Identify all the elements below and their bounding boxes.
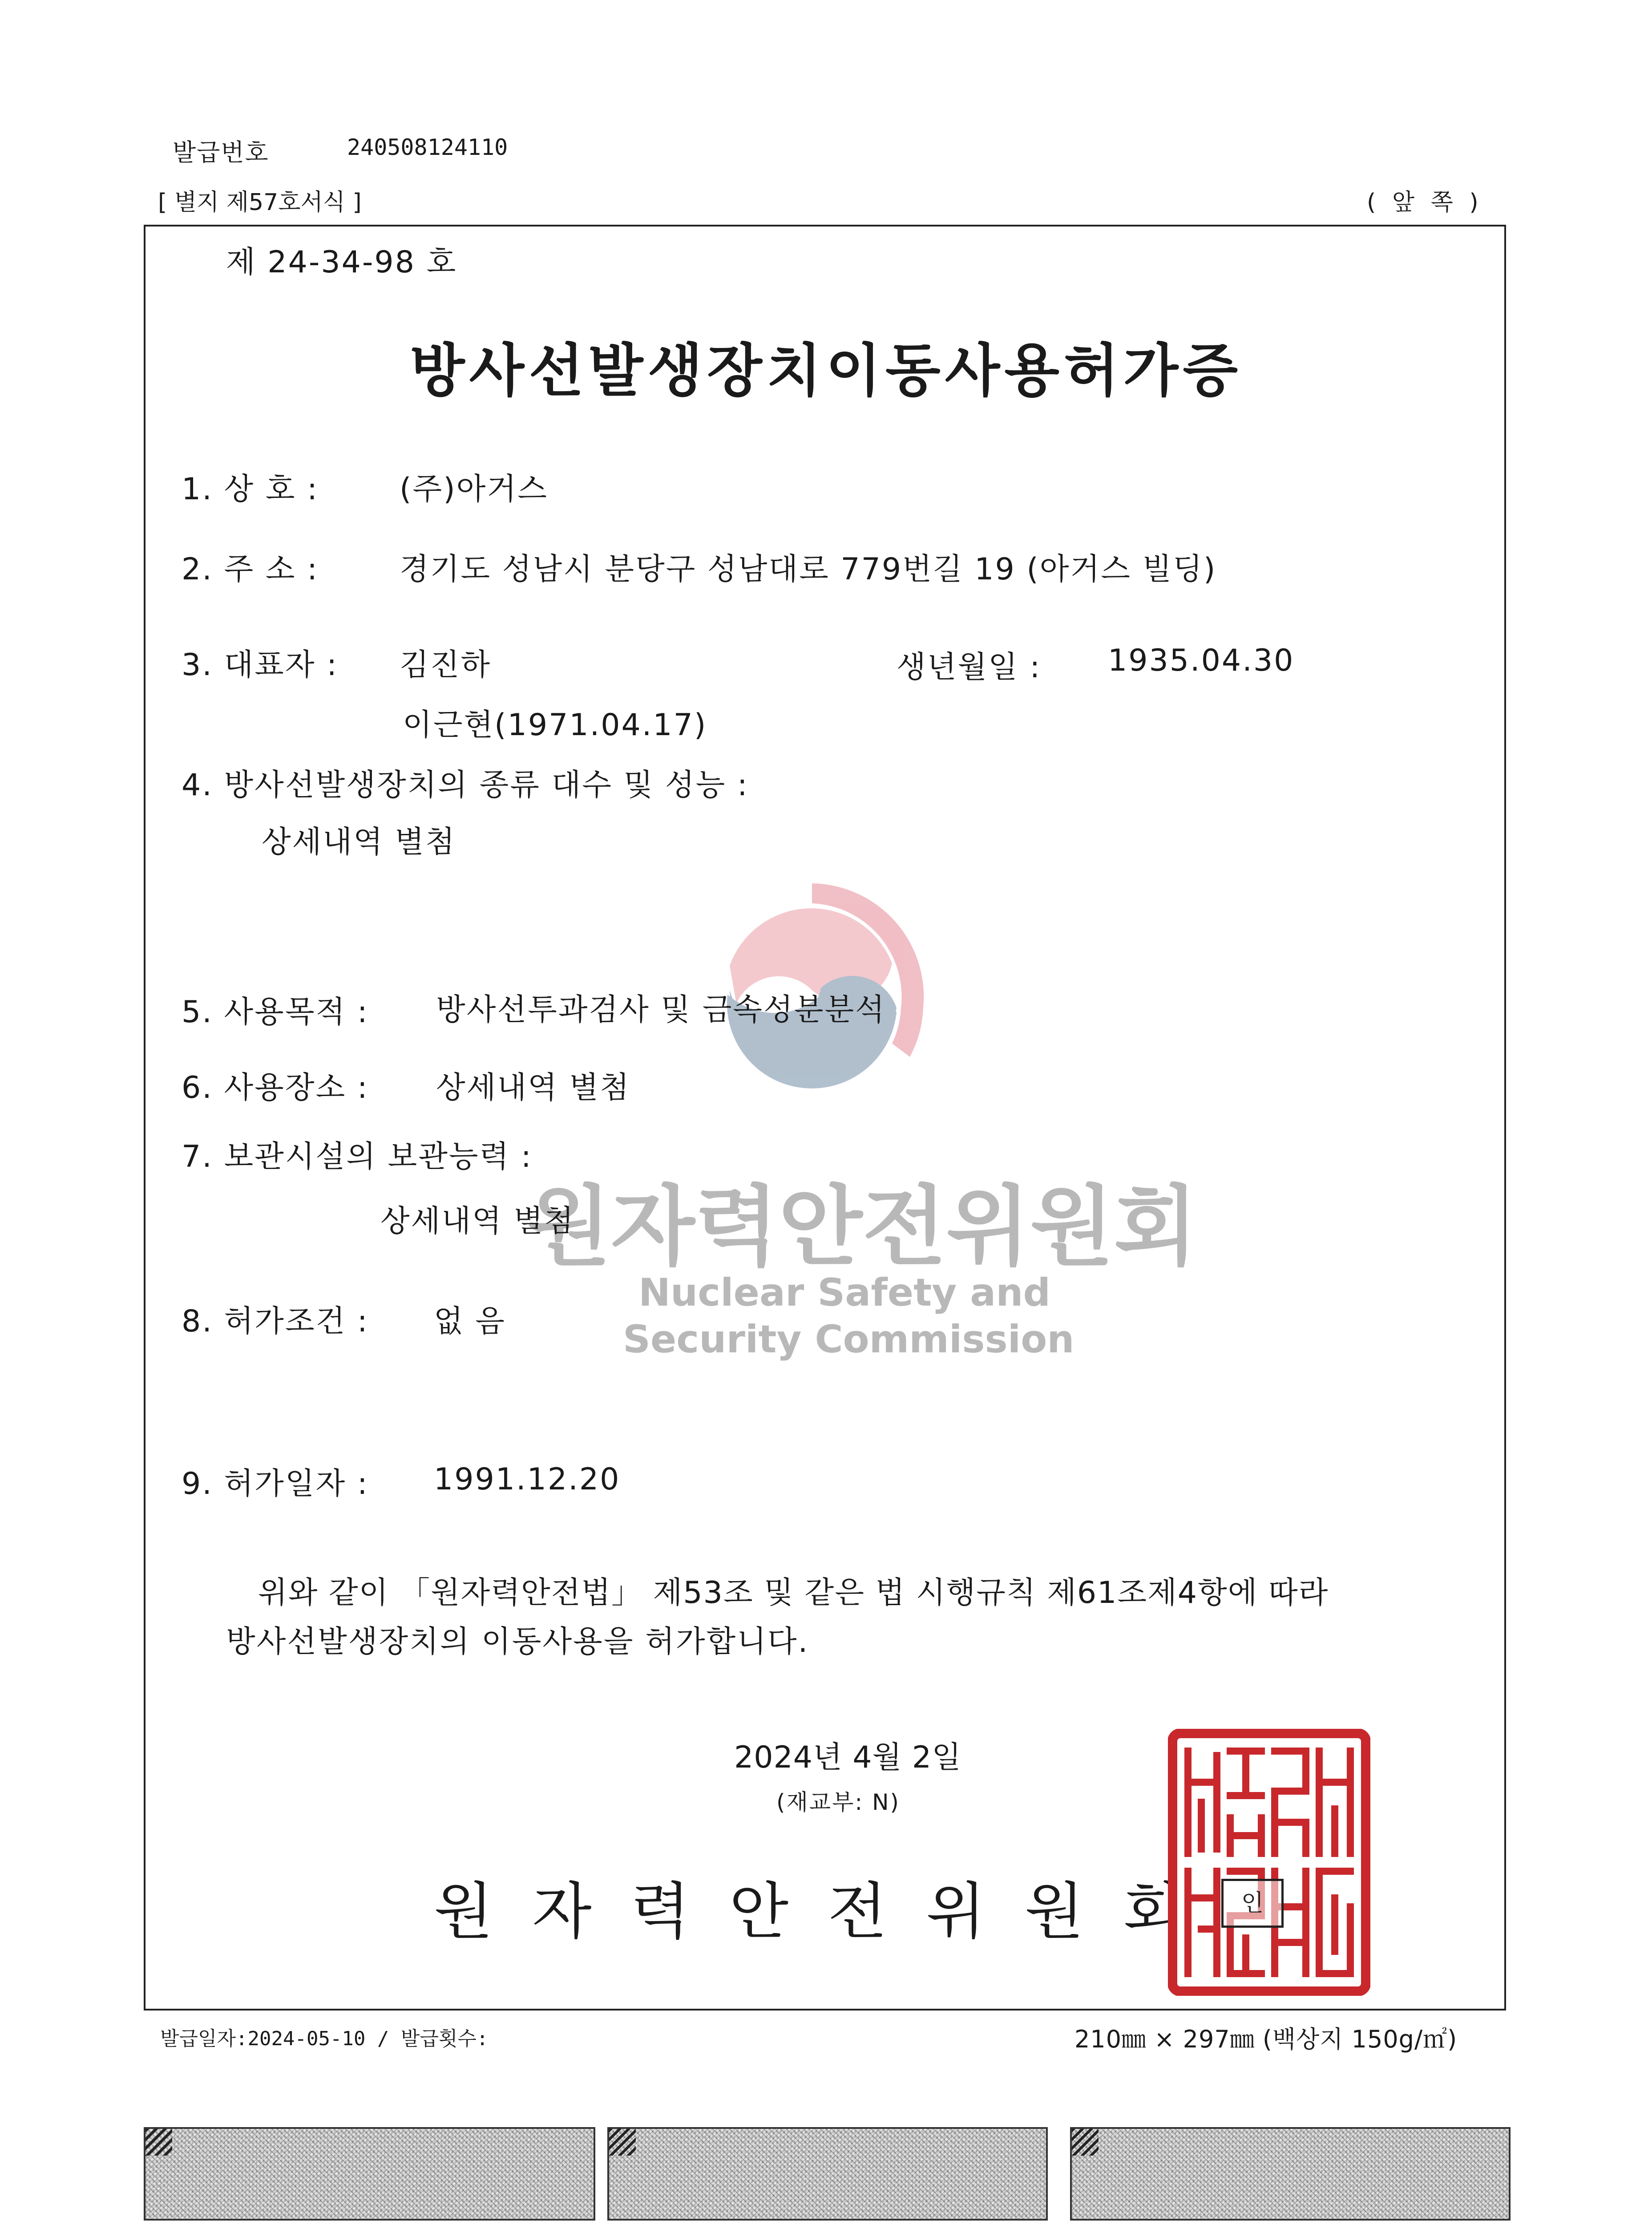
document-number: 제 24-34-98 호 <box>226 245 457 280</box>
watermark-korean: 원자력안전위원회 <box>527 1176 1198 1277</box>
paper-spec: 210㎜ × 297㎜ (백상지 150g/㎡) <box>1074 2025 1458 2053</box>
item2-value: 경기도 성남시 분당구 성남대로 779번길 19 (아거스 빌딩) <box>400 552 1217 587</box>
security-barcode-1 <box>144 2127 595 2221</box>
document-title: 방사선발생장치이동사용허가증 <box>409 338 1243 404</box>
issuer-name: 원자력안전위원회 <box>434 1876 1222 1947</box>
birth-date-label: 생년월일 : <box>897 650 1042 685</box>
item3-value2: 이근현(1971.04.17) <box>403 708 707 743</box>
statement-line2: 방사선발생장치의 이동사용을 허가합니다. <box>226 1624 809 1659</box>
item8-value: 없 음 <box>434 1304 506 1339</box>
issue-date: 2024년 4월 2일 <box>734 1740 961 1775</box>
watermark-english-line2: Security Commission <box>623 1317 1074 1362</box>
item6-value: 상세내역 별첨 <box>436 1070 630 1105</box>
issue-number-label: 발급번호 <box>173 138 269 166</box>
item8-label: 8. 허가조건 : <box>182 1304 369 1339</box>
item5-value: 방사선투과검사 및 금속성분분석 <box>436 992 886 1028</box>
item6-label: 6. 사용장소 : <box>182 1070 369 1105</box>
item9-value: 1991.12.20 <box>434 1462 621 1497</box>
statement-line1: 위와 같이 「원자력안전법」 제53조 및 같은 법 시행규칙 제61조제4항에 따라 <box>258 1575 1329 1610</box>
item5-label: 5. 사용목적 : <box>182 995 369 1030</box>
item7-label: 7. 보관시설의 보관능력 : <box>182 1139 533 1174</box>
issue-info: 발급일자:2024-05-10 / 발급횟수: <box>160 2027 489 2050</box>
birth-date-value: 1935.04.30 <box>1108 643 1295 678</box>
page-side: ( 앞 쪽 ) <box>1367 189 1483 216</box>
issue-number: 240508124110 <box>347 134 508 160</box>
watermark-english-line1: Nuclear Safety and <box>638 1270 1051 1315</box>
security-barcode-3 <box>1070 2127 1511 2221</box>
item4-value: 상세내역 별첨 <box>262 825 456 860</box>
seal-mark: 인 <box>1221 1879 1284 1928</box>
reissue-flag: (재교부: N) <box>776 1789 901 1815</box>
item2-label: 2. 주 소 : <box>182 552 319 587</box>
item1-value: (주)아거스 <box>400 472 548 507</box>
security-barcode-2 <box>607 2127 1048 2221</box>
official-seal <box>1168 1729 1370 1996</box>
item9-label: 9. 허가일자 : <box>182 1466 369 1501</box>
item1-label: 1. 상 호 : <box>182 472 319 507</box>
form-tag: [ 별지 제57호서식 ] <box>158 189 362 216</box>
item3-label: 3. 대표자 : <box>182 647 339 683</box>
item4-label: 4. 방사선발생장치의 종류 대수 및 성능 : <box>182 768 749 803</box>
item7-value: 상세내역 별첨 <box>380 1204 575 1239</box>
item3-value: 김진하 <box>400 647 492 683</box>
